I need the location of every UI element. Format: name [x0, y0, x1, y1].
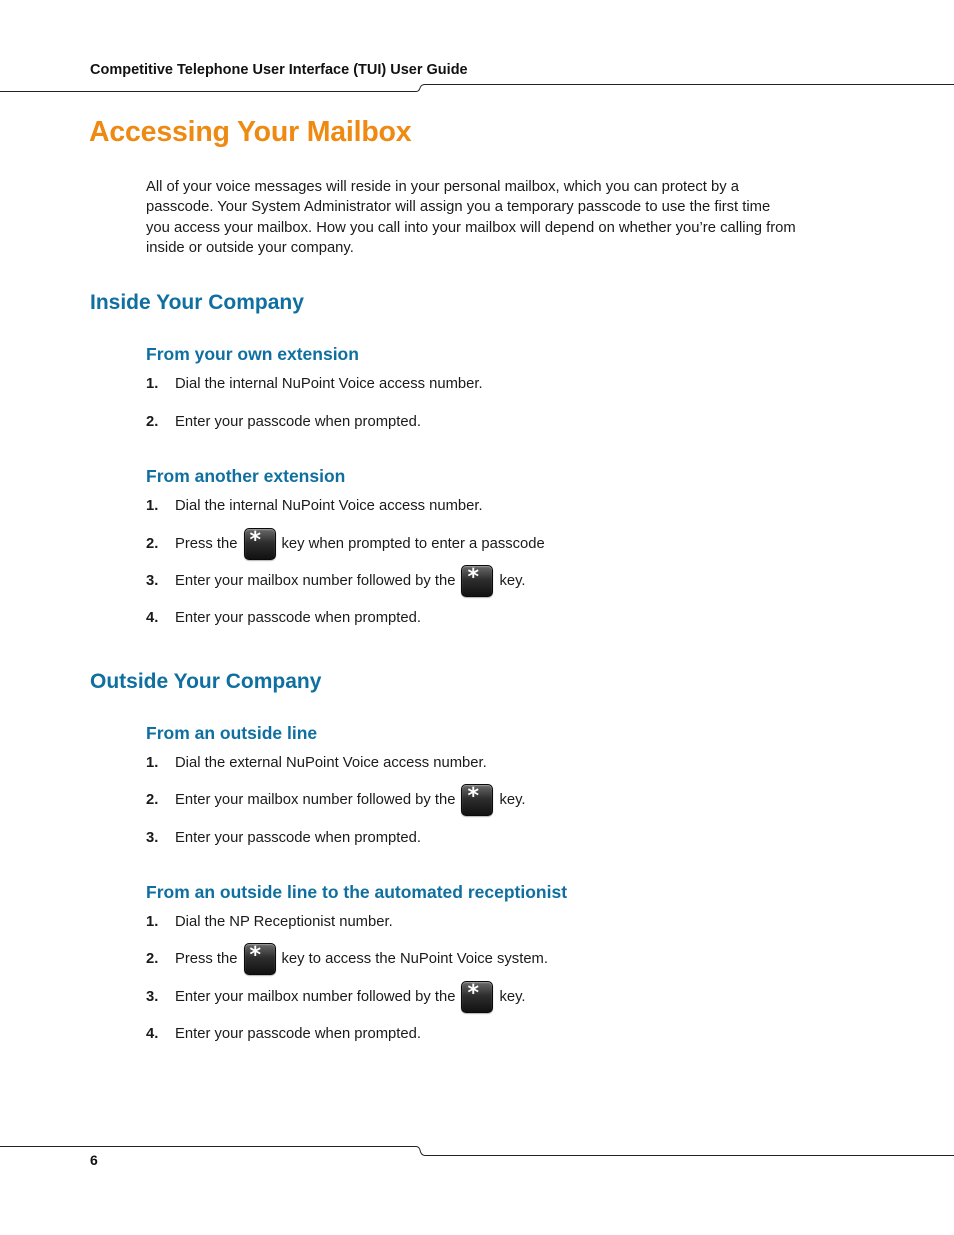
section-heading-outside: Outside Your Company — [90, 670, 322, 693]
step-number: 3. — [146, 830, 159, 846]
step-text: key. — [499, 989, 526, 1005]
step-number: 2. — [146, 951, 159, 967]
step-another-3 — [146, 564, 526, 598]
subheading-another-extension: From another extension — [146, 466, 346, 486]
step-recep-3 — [146, 980, 526, 1014]
step-number: 4. — [146, 1026, 159, 1042]
step-number: 3. — [146, 573, 159, 589]
star-key-icon — [461, 784, 493, 816]
running-header: Competitive Telephone User Interface (TUI) User Guide — [90, 62, 468, 78]
step-recep-1 — [146, 905, 393, 939]
step-text: Enter your mailbox number followed by the — [175, 989, 456, 1005]
star-glyph: * — [249, 943, 262, 968]
section-heading-inside: Inside Your Company — [90, 291, 304, 314]
intro-paragraph: All of your voice messages will reside in your personal mailbox, which you can protect by a passcode. Your System Administrator will assign you a temporary passcode to use the first time you access your mailbox. How you call into your mailbox will depend on whether you’re calling from inside or outside your company. — [146, 179, 796, 257]
step-number: 4. — [146, 610, 159, 626]
star-key-icon — [461, 981, 493, 1013]
footer-rule — [0, 1142, 954, 1160]
star-glyph: * — [249, 528, 262, 553]
subheading-automated-receptionist: From an outside line to the automated receptionist — [146, 882, 568, 902]
star-key-icon — [461, 565, 493, 597]
page-number: 6 — [90, 1152, 98, 1168]
step-number: 2. — [146, 536, 159, 552]
star-glyph: * — [467, 565, 479, 590]
step-text: Press the — [175, 536, 238, 552]
step-text: Enter your passcode when prompted. — [175, 830, 421, 846]
step-number: 1. — [146, 498, 159, 514]
step-another-1 — [146, 489, 483, 523]
step-own-1 — [146, 367, 483, 401]
header-rule — [0, 80, 954, 96]
step-number: 2. — [146, 414, 159, 430]
subheading-own-extension: From your own extension — [146, 344, 359, 364]
step-number: 1. — [146, 914, 159, 930]
step-number: 3. — [146, 989, 159, 1005]
step-text: key when prompted to enter a passcode — [281, 536, 545, 552]
step-text: key to access the NuPoint Voice system. — [281, 951, 548, 967]
step-own-2 — [146, 405, 421, 439]
step-text: Enter your mailbox number followed by the — [175, 792, 456, 808]
step-number: 2. — [146, 792, 159, 808]
step-text: Enter your passcode when prompted. — [175, 1026, 421, 1042]
step-recep-2 — [146, 942, 548, 976]
star-glyph: * — [467, 784, 479, 809]
step-text: Enter your passcode when prompted. — [175, 414, 421, 430]
step-another-4 — [146, 601, 421, 635]
step-text: Press the — [175, 951, 238, 967]
step-number: 1. — [146, 755, 159, 771]
step-recep-4 — [146, 1017, 421, 1051]
star-glyph: * — [467, 981, 479, 1006]
step-line-2 — [146, 783, 526, 817]
star-key-icon — [244, 943, 276, 975]
step-text: Dial the external NuPoint Voice access number. — [175, 755, 487, 771]
step-text: Dial the NP Receptionist number. — [175, 914, 393, 930]
step-text: Enter your passcode when prompted. — [175, 610, 421, 626]
step-another-2 — [146, 527, 545, 561]
step-text: key. — [499, 792, 526, 808]
step-text: key. — [499, 573, 526, 589]
step-line-1 — [146, 746, 487, 780]
step-text: Dial the internal NuPoint Voice access number. — [175, 376, 483, 392]
page-title: Accessing Your Mailbox — [89, 116, 412, 148]
subheading-outside-line: From an outside line — [146, 723, 318, 743]
step-line-3 — [146, 821, 421, 855]
star-key-icon — [244, 528, 276, 560]
step-text: Enter your mailbox number followed by the — [175, 573, 456, 589]
step-text: Dial the internal NuPoint Voice access number. — [175, 498, 483, 514]
step-number: 1. — [146, 376, 159, 392]
